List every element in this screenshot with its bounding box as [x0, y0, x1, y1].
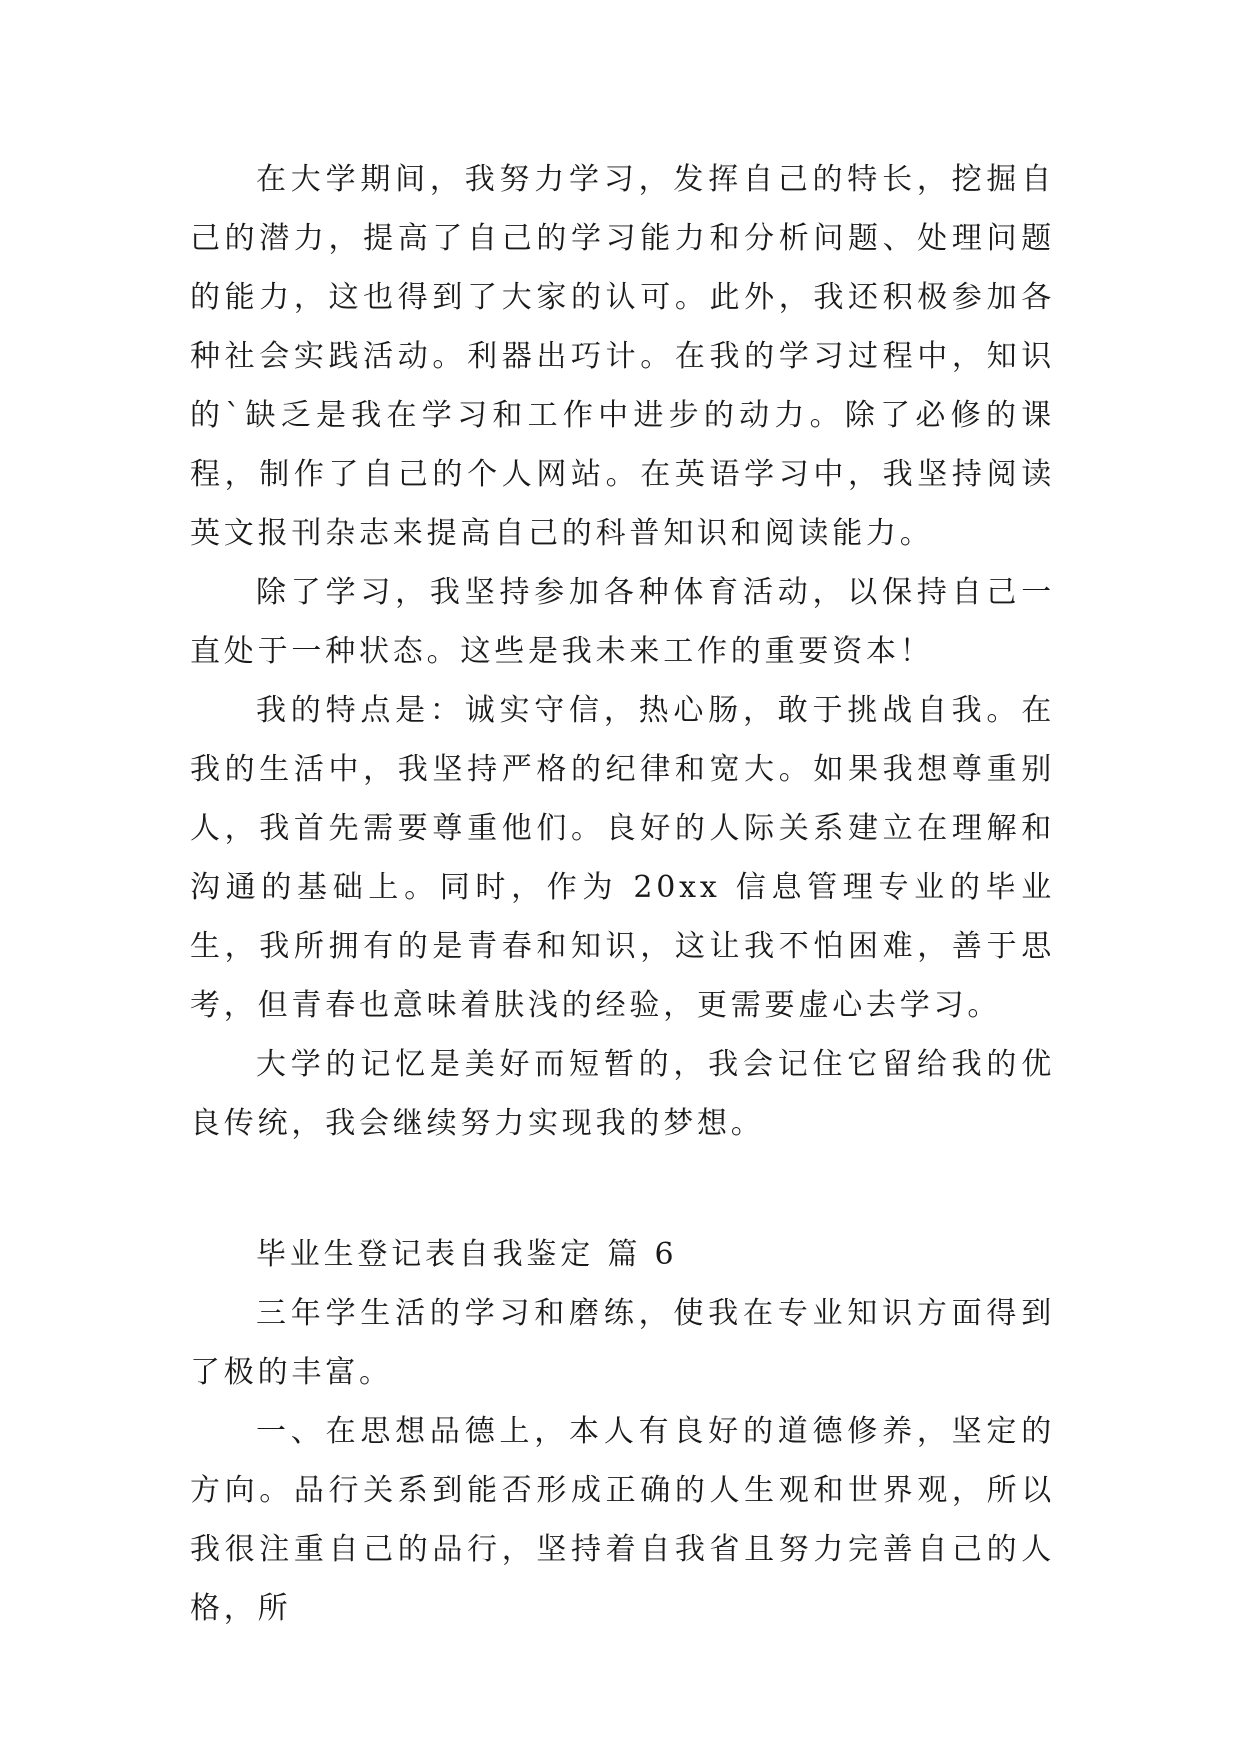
paragraph-personal-traits: 我的特点是：诚实守信，热心肠，敢于挑战自我。在我的生活中，我坚持严格的纪律和宽大。如果我想尊重别人，我首先需要尊重他们。良好的人际关系建立在理解和沟通的基础上。同时，作为 20xx 信息管理专业的毕业生，我所拥有的是青春和知识，这让我不怕困难，善于思考，但青春也意味着肤浅的经验，更需要虚心去学习。	[190, 693, 1055, 1023]
paragraph-university-study: 在大学期间，我努力学习，发挥自己的特长，挖掘自己的潜力，提高了自己的学习能力和分析问题、处理问题的能力，这也得到了大家的认可。此外，我还积极参加各种社会实践活动。利器出巧计。在我的学习过程中，知识的`缺乏是我在学习和工作中进步的动力。除了必修的课程，制作了自己的个人网站。在英语学习中，我坚持阅读英文报刊杂志来提高自己的科普知识和阅读能力。	[190, 162, 1055, 551]
section-heading: 毕业生登记表自我鉴定 篇 6	[256, 1237, 678, 1272]
paragraph-memories: 大学的记忆是美好而短暂的，我会记住它留给我的优良传统，我会继续努力实现我的梦想。	[190, 1047, 1055, 1141]
paragraph-three-years: 三年学生活的学习和磨练，使我在专业知识方面得到了极的丰富。	[190, 1296, 1055, 1390]
document-body	[190, 150, 1055, 1638]
paragraph-sports: 除了学习，我坚持参加各种体育活动，以保持自己一直处于一种状态。这些是我未来工作的重要资本！	[190, 575, 1055, 669]
paragraph-moral-character: 一、在思想品德上，本人有良好的道德修养，坚定的方向。品行关系到能否形成正确的人生观和世界观，所以我很注重自己的品行，坚持着自我省且努力完善自己的人格，所	[190, 1414, 1055, 1626]
